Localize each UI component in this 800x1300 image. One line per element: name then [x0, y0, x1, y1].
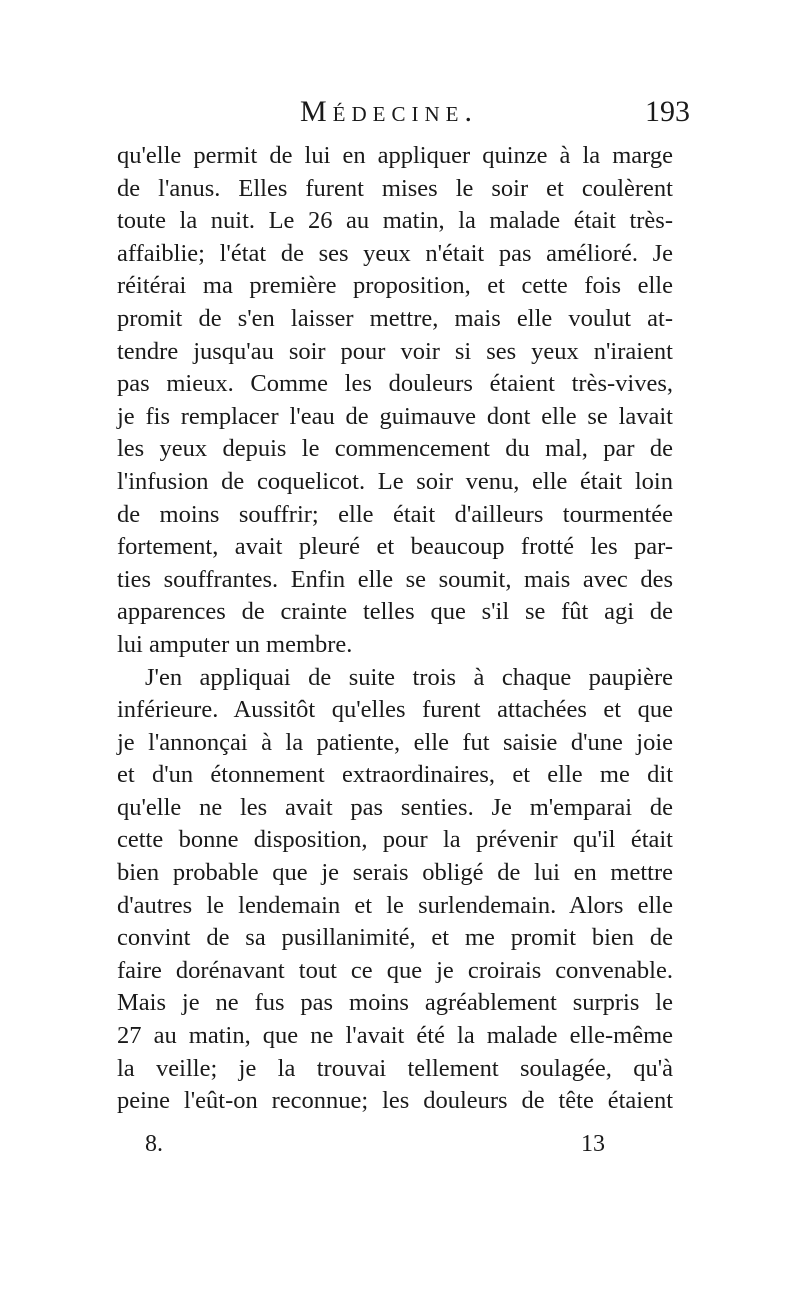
page-footer: [145, 1126, 605, 1162]
text-line: réitérai ma première proposition, et cette fois elle: [117, 272, 673, 300]
text-line: convint de sa pusillanimité, et me promit bien de: [117, 924, 673, 952]
signature-mark: 8.: [145, 1131, 163, 1157]
text-line: les yeux depuis le commencement du mal, par de: [117, 435, 673, 463]
text-line: bien probable que je serais obligé de lui en mettre: [117, 859, 673, 887]
page-header: [300, 92, 690, 132]
body-text: [117, 140, 673, 1118]
text-line: de l'anus. Elles furent mises le soir et coulèrent: [117, 174, 673, 202]
text-line: qu'elle permit de lui en appliquer quinze à la marge: [117, 142, 673, 169]
text-line: Mais je ne fus pas moins agréablement surpris le: [117, 989, 673, 1017]
text-line: ties souffrantes. Enfin elle se soumit, mais avec des: [117, 565, 673, 593]
text-line: pas mieux. Comme les douleurs étaient très-vives,: [117, 370, 673, 398]
text-line: lui amputer un membre.: [117, 630, 353, 658]
text-line: et d'un étonnement extraordinaires, et elle me dit: [117, 761, 673, 789]
text-line: promit de s'en laisser mettre, mais elle voulut at-: [117, 304, 673, 332]
text-line: d'autres le lendemain et le surlendemain. Alors elle: [117, 891, 673, 919]
signature-number: 13: [581, 1131, 605, 1157]
text-line: l'infusion de coquelicot. Le soir venu, elle était loin: [117, 467, 673, 495]
text-line: je l'annonçai à la patiente, elle fut saisie d'une joie: [117, 728, 673, 756]
text-line: apparences de crainte telles que s'il se fût agi de: [117, 598, 673, 626]
text-line: J'en appliquai de suite trois à chaque paupière: [145, 663, 673, 691]
running-title: Médecine.: [300, 95, 478, 128]
text-line: inférieure. Aussitôt qu'elles furent attachées et que: [117, 696, 673, 724]
page-number: 193: [645, 95, 690, 128]
text-line: toute la nuit. Le 26 au matin, la malade était très-: [117, 207, 673, 235]
text-line: de moins souffrir; elle était d'ailleurs tourmentée: [117, 500, 673, 528]
text-line: affaiblie; l'état de ses yeux n'était pas amélioré. Je: [117, 239, 673, 267]
text-line: je fis remplacer l'eau de guimauve dont elle se lavait: [117, 402, 673, 430]
text-line: 27 au matin, que ne l'avait été la malade elle-même: [117, 1022, 673, 1050]
text-line: qu'elle ne les avait pas senties. Je m'emparai de: [117, 793, 673, 821]
text-line: fortement, avait pleuré et beaucoup frotté les par-: [117, 533, 673, 561]
text-line: la veille; je la trouvai tellement soulagée, qu'à: [117, 1054, 673, 1082]
text-line: faire dorénavant tout ce que je croirais convenable.: [117, 956, 673, 984]
text-line: peine l'eût-on reconnue; les douleurs de tête étaient: [117, 1087, 673, 1115]
text-line: cette bonne disposition, pour la prévenir qu'il était: [117, 826, 673, 854]
text-line: tendre jusqu'au soir pour voir si ses yeux n'iraient: [117, 337, 673, 365]
